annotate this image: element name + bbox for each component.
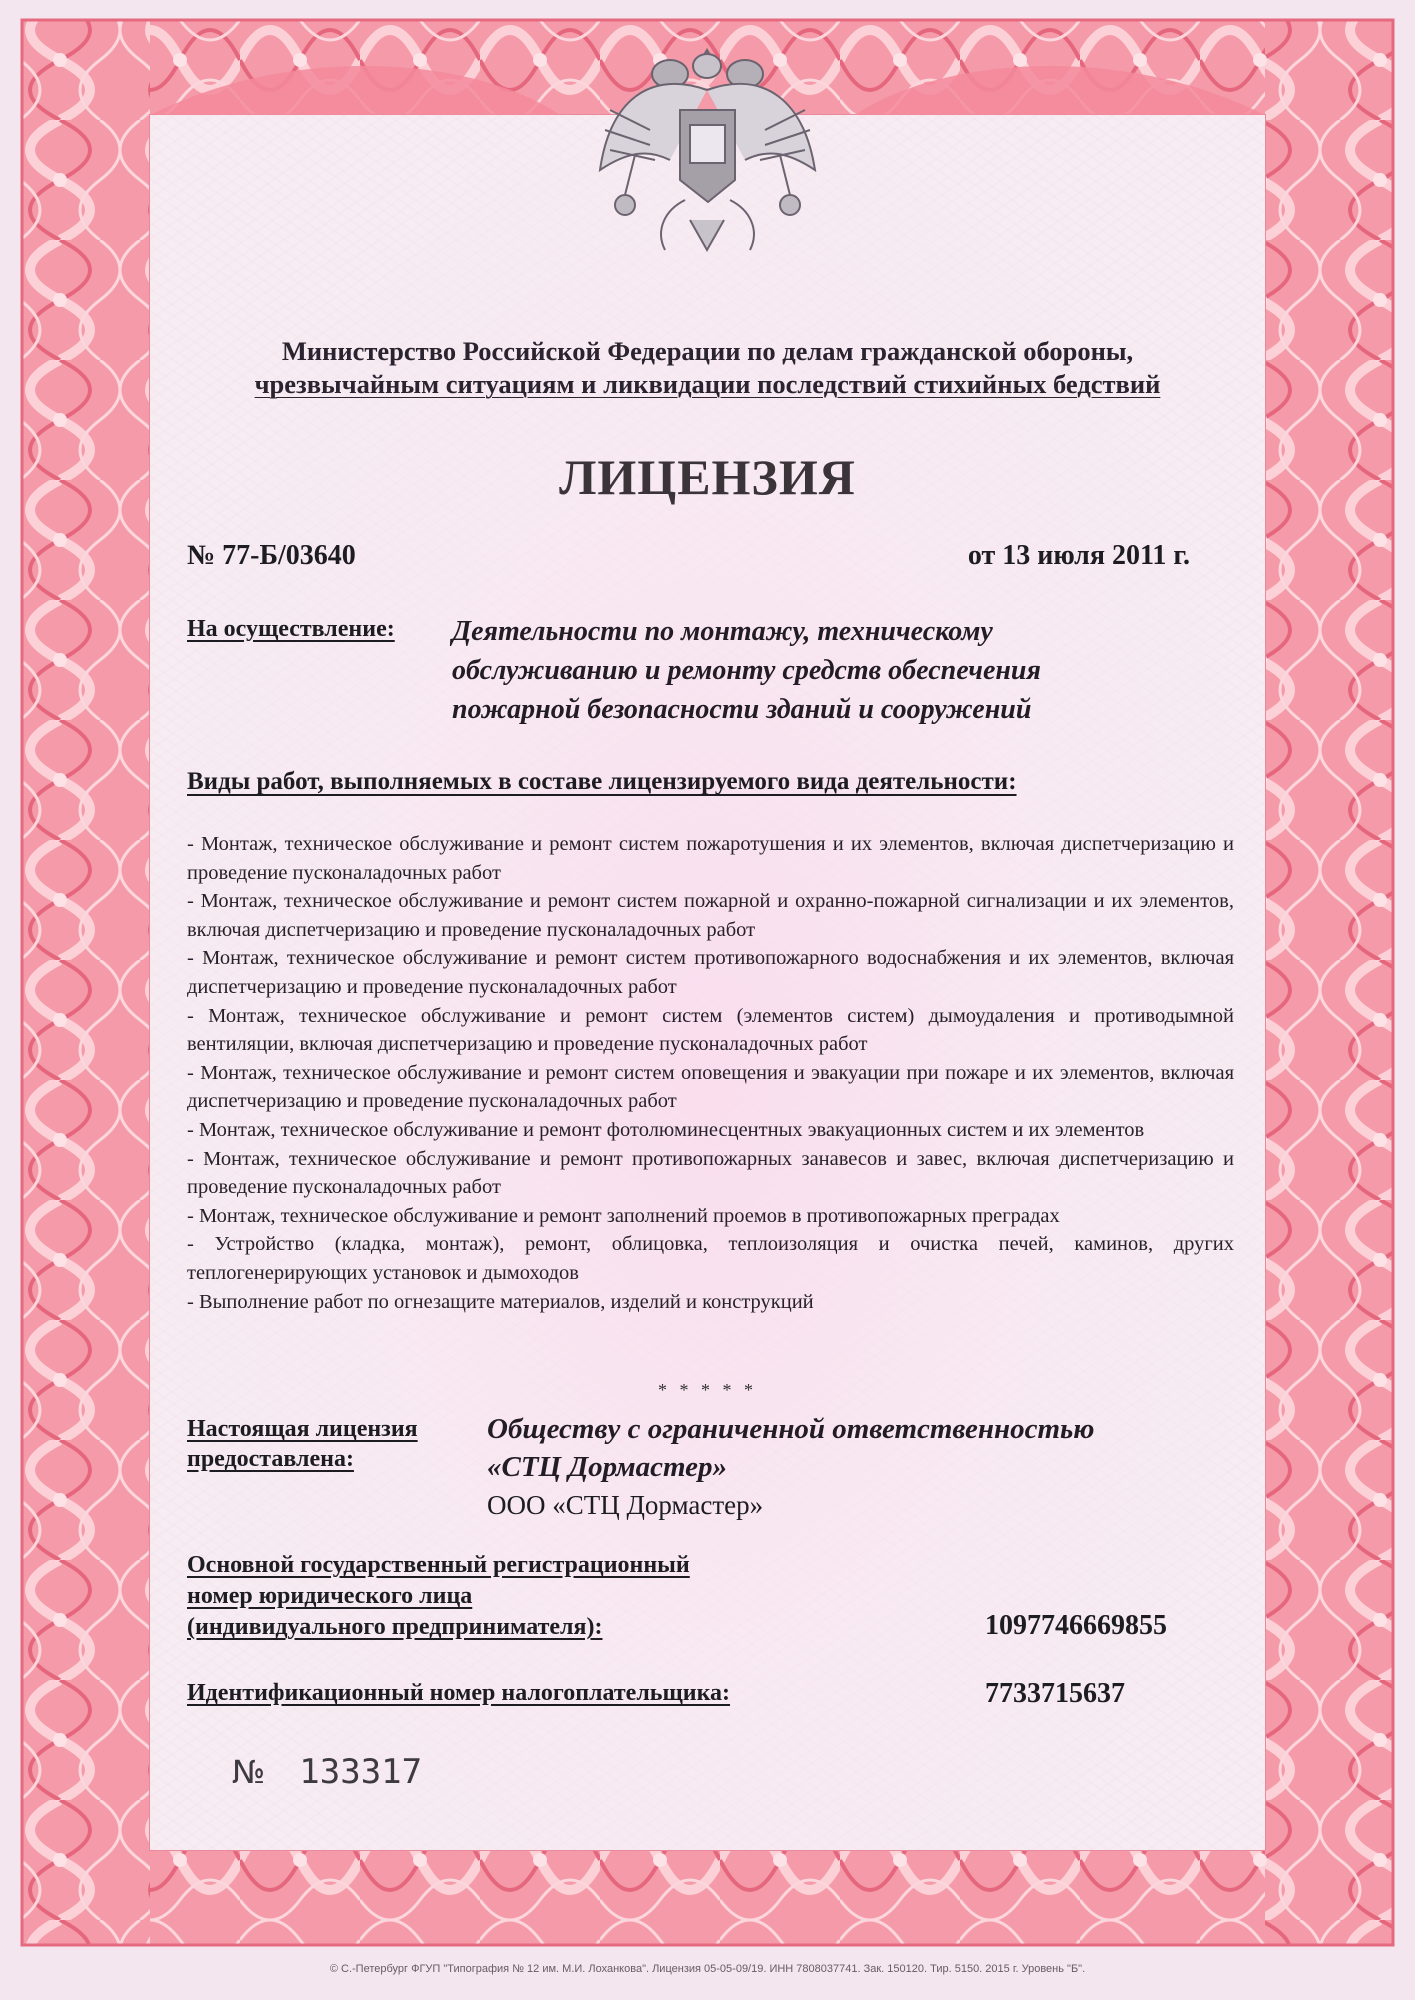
document-title: ЛИЦЕНЗИЯ [559, 449, 856, 505]
serial-digits: 133317 [299, 1752, 423, 1792]
ogrn-label-line-2: номер юридического лица [187, 1583, 473, 1609]
list-item: - Монтаж, техническое обслуживание и ремонт систем противопожарного водоснабжения и их элементов, включая диспетчеризацию и проведение пусконаладочных работ [187, 947, 1234, 998]
list-item: - Устройство (кладка, монтаж), ремонт, облицовка, теплоизоляция и очистка печей, каминов, других теплогенерирующих установок и дымоходов [187, 1233, 1234, 1284]
list-item: - Монтаж, техническое обслуживание и ремонт систем оповещения и эвакуации при пожаре и их элементов, включая диспетчеризацию и проведение пусконаладочных работ [187, 1061, 1234, 1113]
organization-full-name [487, 1410, 1094, 1486]
granted-label-line-1: Настоящая лицензия [187, 1416, 418, 1442]
list-item: - Монтаж, техническое обслуживание и ремонт систем пожаротушения и их элементов, включая диспетчеризацию и проведение пусконаладочных работ [187, 833, 1234, 884]
activity-description [452, 612, 1212, 729]
printer-imprint: © С.-Петербург ФГУП "Типография № 12 им. М.И. Лоханкова". Лицензия 05-05-09/19. ИНН 7808037741. Зак. 150120. Тир. 5150. 2015 г. Уровень "Б". [329, 1963, 1086, 1975]
ogrn-label-line-3: (индивидуального предпринимателя): [187, 1614, 603, 1640]
inn-label: Идентификационный номер налогоплательщика: [187, 1680, 731, 1706]
list-item: - Монтаж, техническое обслуживание и ремонт фотолюминесцентных эвакуационных систем и их элементов [187, 1118, 1145, 1141]
list-item: - Выполнение работ по огнезащите материалов, изделий и конструкций [187, 1290, 814, 1313]
activity-line: Деятельности по монтажу, техническому [452, 616, 993, 647]
activity-line: пожарной безопасности зданий и сооружений [452, 694, 1032, 725]
granted-label-line-2: предоставлена: [187, 1446, 354, 1472]
works-header: Виды работ, выполняемых в составе лицензируемого вида деятельности: [187, 768, 1017, 795]
ministry-line-1: Министерство Российской Федерации по делам гражданской обороны, [281, 336, 1134, 366]
organization-short-name: ООО «СТЦ Дормастер» [487, 1490, 764, 1520]
list-item: - Монтаж, техническое обслуживание и ремонт заполнений проемов в противопожарных преградах [187, 1204, 1060, 1227]
ogrn-value: 1097746669855 [985, 1610, 1167, 1641]
works-list [187, 830, 1234, 1316]
organization-line-2: «СТЦ Дормастер» [487, 1451, 728, 1483]
license-date: от 13 июля 2011 г. [967, 540, 1190, 571]
organization-line-1: Обществу с ограниченной ответственностью [487, 1413, 1095, 1445]
ministry-name [200, 335, 1215, 401]
coat-of-arms-icon [590, 30, 825, 270]
number-sign: № [232, 1753, 266, 1791]
list-item: - Монтаж, техническое обслуживание и ремонт противопожарных занавесов и завес, включая диспетчеризацию и проведение пусконаладочных работ [187, 1147, 1234, 1199]
granted-label [187, 1414, 418, 1474]
ministry-line-2: чрезвычайным ситуациям и ликвидации последствий стихийных бедствий [254, 369, 1161, 399]
list-item: - Монтаж, техническое обслуживание и ремонт систем (элементов систем) дымоудаления и противодымной вентиляции, включая диспетчеризацию и проведение пусконаладочных работ [187, 1004, 1234, 1056]
license-number: № 77-Б/03640 [187, 540, 356, 571]
ogrn-label-line-1: Основной государственный регистрационный [187, 1552, 690, 1578]
list-item: - Монтаж, техническое обслуживание и ремонт систем пожарной и охранно-пожарной сигнализации и их элементов, включая диспетчеризацию и проведение пусконаладочных работ [187, 890, 1234, 941]
blank-serial-number [232, 1752, 422, 1792]
inn-value: 7733715637 [985, 1678, 1125, 1709]
ogrn-label [187, 1550, 690, 1643]
section-separator: * * * * * [658, 1380, 757, 1400]
activity-label: На осуществление: [187, 616, 395, 642]
activity-line: обслуживанию и ремонту средств обеспечения [452, 655, 1041, 686]
